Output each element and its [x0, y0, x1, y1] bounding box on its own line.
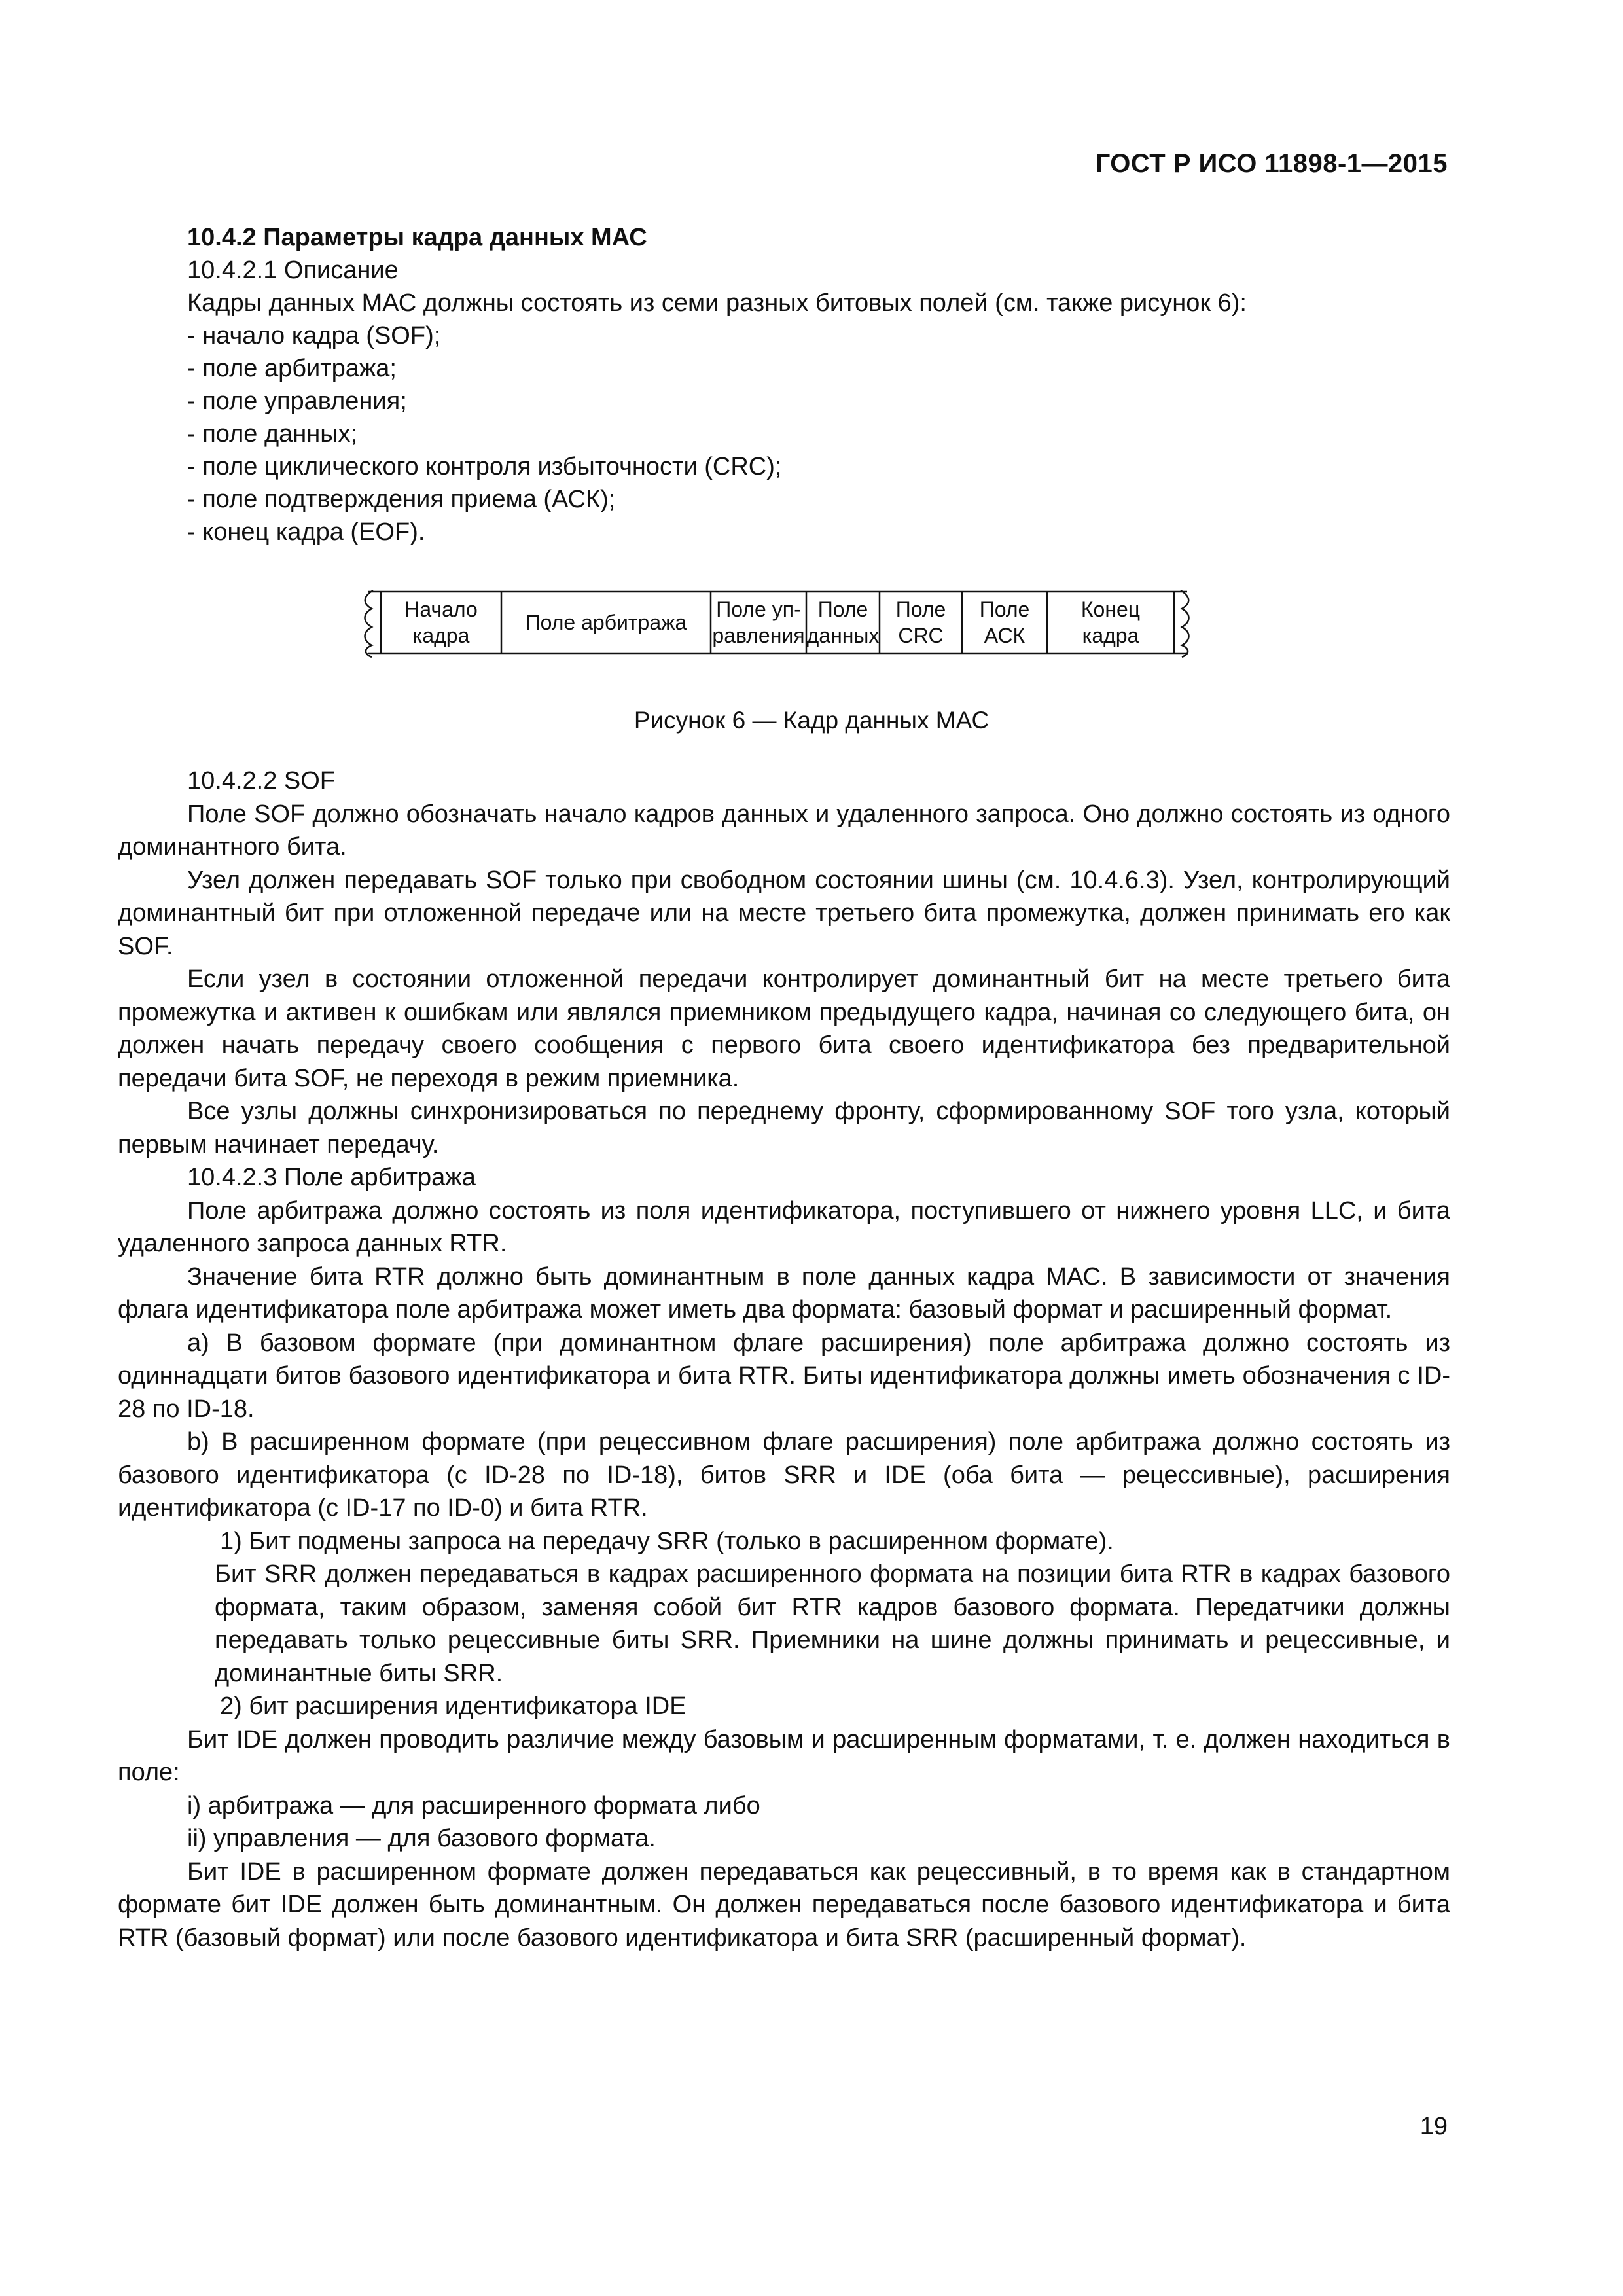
srr-title: 1) Бит подмены запроса на передачу SRR (только в расширенном формате).: [220, 1527, 1114, 1555]
cell-eof-line1: Конец: [1080, 598, 1141, 621]
cell-control-line1: Поле уп-: [716, 598, 801, 621]
ide-item-i: i) арбитража — для расширенного формата либо: [187, 1791, 760, 1820]
list-item: - поле данных;: [187, 420, 358, 448]
cell-crc-line1: Поле: [895, 598, 946, 621]
section-intro: [118, 221, 1450, 548]
break-mark-left: [365, 590, 374, 657]
ide-paragraph-2: Бит IDE в расширенном формате должен передаваться как рецессивный, в то время как в стандартном формате бит IDE должен быть доминантным. Он должен передаваться после базового идентификатора и бита RTR (базовый формат) или после базового идентификатора и бита SRR (расширенный формат).: [118, 1857, 1450, 1952]
list-item: - поле подтверждения приема (АСК);: [187, 486, 616, 513]
arbitration-paragraph-1: Поле арбитража должно состоять из поля идентификатора, поступившего от нижнего уровня LLC, и бита удаленного запроса данных RTR.: [118, 1196, 1450, 1257]
ide-title: 2) бит расширения идентификатора IDE: [220, 1693, 687, 1720]
sof-title: 10.4.2.2 SOF: [187, 767, 336, 795]
arbitration-title: 10.4.2.3 Поле арбитража: [187, 1164, 476, 1191]
cell-sof-line2: кадра: [412, 624, 470, 647]
break-mark-right: [1181, 590, 1189, 657]
page-number: 19: [1419, 2113, 1448, 2140]
cell-arbitration: Поле арбитража: [525, 611, 687, 634]
section-heading: 10.4.2 Параметры кадра данных МАС: [187, 224, 647, 251]
cell-sof-line1: Начало: [404, 598, 478, 621]
ide-item-ii: ii) управления — для базового формата.: [187, 1825, 656, 1852]
ide-paragraph-1: Бит IDE должен проводить различие между базовым и расширенным форматами, т. е. должен находиться в поле:: [118, 1725, 1450, 1786]
document-header: ГОСТ Р ИСО 11898-1—2015: [1095, 149, 1448, 178]
list-item: - поле арбитража;: [187, 355, 397, 382]
cell-data-line1: Поле: [817, 598, 868, 621]
figure-caption: Рисунок 6 — Кадр данных МАС: [633, 707, 990, 734]
list-item: - поле управления;: [187, 387, 407, 415]
sof-paragraph-2: Узел должен передавать SOF только при свободном состоянии шины (см. 10.4.6.3). Узел, контролирующий доминантный бит при отложенной передаче или на месте третьего бита промежутка, должен принимать его как SOF.: [118, 866, 1450, 960]
list-item: - поле циклического контроля избыточности (CRC);: [187, 453, 782, 480]
arbitration-item-b: b) В расширенном формате (при рецессивном флаге расширения) поле арбитража должно состоять из базового идентификатора (с ID-28 по ID-18), битов SRR и IDE (оба бита — рецессивные), расширения идентификатора (с ID-17 по ID-0) и бита RTR.: [118, 1428, 1450, 1522]
sof-paragraph-4: Все узлы должны синхронизироваться по переднему фронту, сформированному SOF того узла, который первым начинает передачу.: [118, 1098, 1450, 1158]
intro-paragraph: Кадры данных МАС должны состоять из семи разных битовых полей (см. также рисунок 6):: [187, 289, 1247, 317]
srr-paragraph: Бит SRR должен передаваться в кадрах расширенного формата на позиции бита RTR в кадрах базового формата, таким образом, заменяя собой бит RTR кадров базового формата. Передатчики должны передавать только рецессивные биты SRR. Приемники на шине должны принимать и рецессивные, и доминантные биты SRR.: [215, 1560, 1450, 1687]
list-item: - начало кадра (SOF);: [187, 322, 441, 350]
cell-eof-line2: кадра: [1082, 624, 1139, 647]
cell-control-line2: равления: [712, 624, 805, 647]
cell-data-line2: данных: [806, 624, 880, 647]
cell-crc-line2: CRC: [898, 624, 944, 647]
sof-paragraph-3: Если узел в состоянии отложенной передачи контролирует доминантный бит на месте третьего бита промежутка и активен к ошибкам или являлся приемником предыдущего кадра, начиная со следующего бита, он должен начать передачу своего сообщения с первого бита своего идентификатора без предварительной передачи бита SOF, не переходя в режим приемника.: [118, 965, 1450, 1092]
sof-paragraph-1: Поле SOF должно обозначать начало кадров данных и удаленного запроса. Оно должно состоять из одного доминантного бита.: [118, 800, 1450, 861]
cell-ack-line1: Поле: [979, 598, 1030, 621]
arbitration-paragraph-2: Значение бита RTR должно быть доминантным в поле данных кадра МАС. В зависимости от значения флага идентификатора поле арбитража может иметь два формата: базовый формат и расширенный формат.: [118, 1263, 1450, 1323]
list-item: - конец кадра (EOF).: [187, 518, 425, 546]
section-body: [118, 764, 1450, 1954]
arbitration-item-a: а) В базовом формате (при доминантном флаге расширения) поле арбитража должно состоять из одиннадцати битов базового идентификатора и бита RTR. Биты идентификатора должны иметь обозначения с ID-28 по ID-18.: [118, 1329, 1450, 1423]
cell-ack-line2: АСК: [984, 624, 1026, 647]
mac-frame-diagram: [359, 588, 1196, 658]
subsection-title: 10.4.2.1 Описание: [187, 257, 399, 284]
